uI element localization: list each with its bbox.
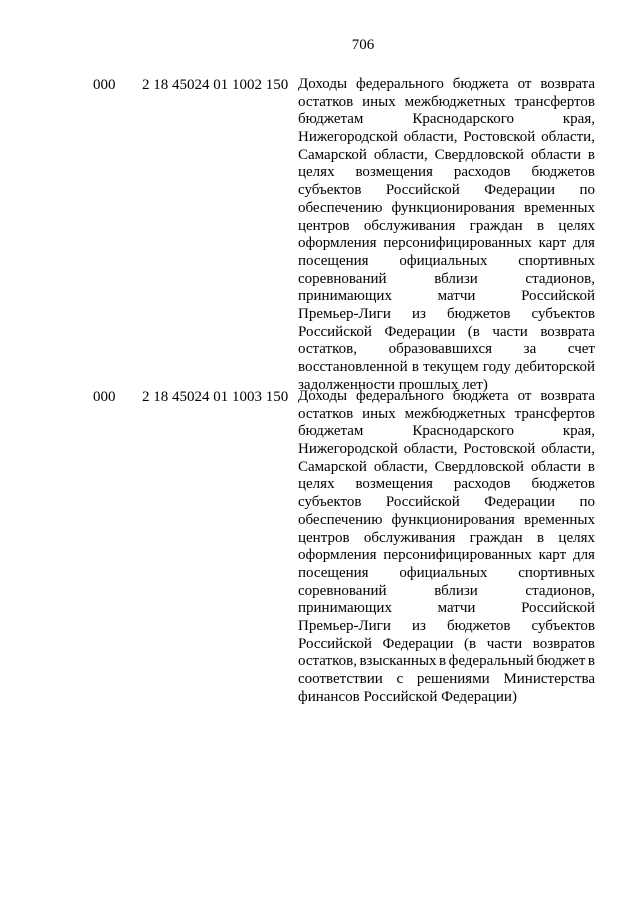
description-word: вблизи [434,582,478,599]
description-line [298,306,595,324]
description-word: с [396,671,404,687]
description-line [298,512,595,530]
description-word: возвратов [532,635,595,652]
description-line [298,494,595,512]
description-word: финансов Российской Федерации) [298,688,517,705]
description-word: Федерации [384,323,456,340]
description-word: трансфертов [514,93,595,110]
description-word: федерального [355,76,444,92]
description-word: оформления [298,235,377,252]
description-word: бюджет [536,653,586,670]
description-word: области, [541,441,595,458]
description-line [298,530,595,548]
description-line [298,689,595,707]
description-word: остатков [298,93,354,110]
description-word: области, [373,146,428,163]
description-line [298,76,595,94]
description-word: Премьер-Лиги [298,305,391,322]
description-word: году [482,359,511,375]
description-word: Премьер-Лиги [298,617,391,634]
description-word: бюджетам [298,111,364,128]
description-word: остатков [298,405,354,422]
description-line [298,111,595,129]
description-line [298,218,595,236]
description-line [298,271,595,289]
description-word: карт [538,235,567,252]
description-word: посещения [298,564,369,581]
description-word: возмещения [355,476,433,493]
description-word: по [579,182,595,199]
description-word: части [492,323,528,340]
description-line [298,129,595,147]
description-word: Федерации [484,494,556,511]
description-line [298,164,595,182]
description-word: персонифицированных [383,547,532,564]
description-word: в [537,217,545,234]
description-line [298,476,595,494]
description-word: обеспечению [298,511,383,528]
description-line [298,423,595,441]
description-word: части [486,635,523,652]
description-word: за [523,341,537,358]
description-line [298,200,595,218]
description-line [298,636,595,654]
admin-code: 000 [93,389,116,405]
description-word: возврата [540,76,595,92]
description-word: бюджетов [531,164,595,181]
description-word: Российской [385,182,460,199]
description-word: Российской [521,288,595,305]
description-word: федерального [355,388,444,404]
description-word: посещения [298,252,369,269]
description-word: федеральный [448,653,534,670]
description-word: центров [298,529,350,546]
description-word: целях [298,164,335,181]
description-word: расходов [453,164,511,181]
entry-description [298,388,595,706]
description-word: счет [567,341,595,358]
description-word: области [530,458,581,475]
description-word: матчи [437,288,476,305]
description-word: бюджетов [446,617,511,634]
description-word: расходов [453,476,511,493]
description-line [298,94,595,112]
classification-code: 2 18 45024 01 1003 150 [142,389,289,405]
description-word: остатков, [298,653,357,670]
description-word: Российской [521,600,595,617]
description-word: спортивных [518,564,595,581]
description-word: образовавшихся [388,341,493,358]
description-line [298,253,595,271]
description-word: целях [558,529,595,546]
description-word: бюджета [452,76,509,92]
description-word: Российской [298,635,372,652]
description-word: текущем [423,359,479,375]
description-word: соответствии [298,671,383,687]
description-word: края, [562,111,595,128]
description-line [298,182,595,200]
description-word: области, [403,129,458,146]
description-word: трансфертов [514,405,595,422]
description-word: Доходы [298,388,348,404]
description-word: остатков, [298,341,357,358]
description-word: возврата [540,323,595,340]
description-word: Нижегородской [298,441,398,458]
description-word: субъектов [531,305,595,322]
description-word: в [587,458,595,475]
description-word: бюджетам [298,423,364,440]
description-line [298,235,595,253]
description-word: временных [523,511,595,528]
description-word: бюджетов [446,305,511,322]
description-word: в [537,529,545,546]
description-word: субъектов [531,617,595,634]
description-word: граждан [469,529,523,546]
description-word: взысканных [359,653,437,670]
description-line [298,324,595,342]
description-word: стадионов, [525,582,595,599]
description-word: для [572,235,595,252]
description-word: в [587,653,595,670]
description-word: Самарской [298,458,367,475]
description-word: функционирования [391,511,515,528]
description-word: (в [467,323,480,340]
description-word: от [517,388,532,404]
description-word: вблизи [434,270,478,287]
description-word: субъектов [298,494,362,511]
description-word: субъектов [298,182,362,199]
description-word: соревнований [298,582,387,599]
description-word: от [517,76,532,92]
description-word: спортивных [518,252,595,269]
description-word: решениями [416,671,490,687]
description-word: в [587,146,595,163]
description-word: области [530,146,581,163]
description-word: из [411,305,426,322]
description-word: карт [538,547,567,564]
description-word: Краснодарского [412,423,514,440]
description-line [298,653,595,671]
description-line [298,583,595,601]
description-line [298,459,595,477]
description-word: по [579,494,595,511]
description-word: Федерации [484,182,556,199]
description-word: Ростовской [463,129,536,146]
description-line [298,600,595,618]
description-word: дебиторской [514,359,595,375]
description-word: области, [373,458,428,475]
description-word: принимающих [298,600,392,617]
description-word: Самарской [298,146,367,163]
description-line [298,441,595,459]
description-word: Российской [385,494,460,511]
description-word: Федерации [382,635,454,652]
description-word: возврата [540,388,595,404]
description-word: Министерства [503,671,595,687]
description-word: целях [298,476,335,493]
description-line [298,618,595,636]
description-word: из [411,617,426,634]
description-word: Российской [298,323,372,340]
description-word: Свердловской [434,458,524,475]
description-word: бюджета [452,388,509,404]
description-word: иных [362,405,396,422]
description-word: Свердловской [434,146,524,163]
description-word: временных [523,199,595,216]
description-word: межбюджетных [404,93,506,110]
description-word: принимающих [298,288,392,305]
description-word: функционирования [391,199,515,216]
description-word: оформления [298,547,377,564]
description-word: официальных [399,564,488,581]
description-word: области, [403,441,458,458]
description-line [298,359,595,377]
description-line [298,388,595,406]
description-word: области, [541,129,595,146]
description-word: Краснодарского [412,111,514,128]
description-word: персонифицированных [383,235,532,252]
description-line [298,565,595,583]
description-line [298,671,595,689]
description-word: целях [558,217,595,234]
description-word: центров [298,217,350,234]
description-line [298,147,595,165]
description-word: обслуживания [363,529,456,546]
description-word: в [411,359,419,375]
page-number: 706 [351,37,375,53]
description-line [298,288,595,306]
entry-description [298,76,595,394]
description-word: иных [362,93,396,110]
description-word: стадионов, [525,270,595,287]
description-word: обеспечению [298,199,383,216]
description-word: Нижегородской [298,129,398,146]
description-line [298,341,595,359]
description-word: Ростовской [463,441,536,458]
description-word: граждан [469,217,523,234]
description-word: восстановленной [298,359,408,375]
description-word: края, [562,423,595,440]
description-word: матчи [437,600,476,617]
description-word: соревнований [298,270,387,287]
description-line [298,547,595,565]
description-word: официальных [399,252,488,269]
admin-code: 000 [93,77,116,93]
description-word: межбюджетных [404,405,506,422]
description-word: возмещения [355,164,433,181]
description-line [298,406,595,424]
description-word: задолженности прошлых лет) [298,376,488,393]
description-word: в [439,653,447,670]
classification-code: 2 18 45024 01 1002 150 [142,77,289,93]
description-word: бюджетов [531,476,595,493]
description-word: обслуживания [363,217,456,234]
description-word: Доходы [298,76,348,92]
description-word: (в [464,635,477,652]
description-word: для [572,547,595,564]
